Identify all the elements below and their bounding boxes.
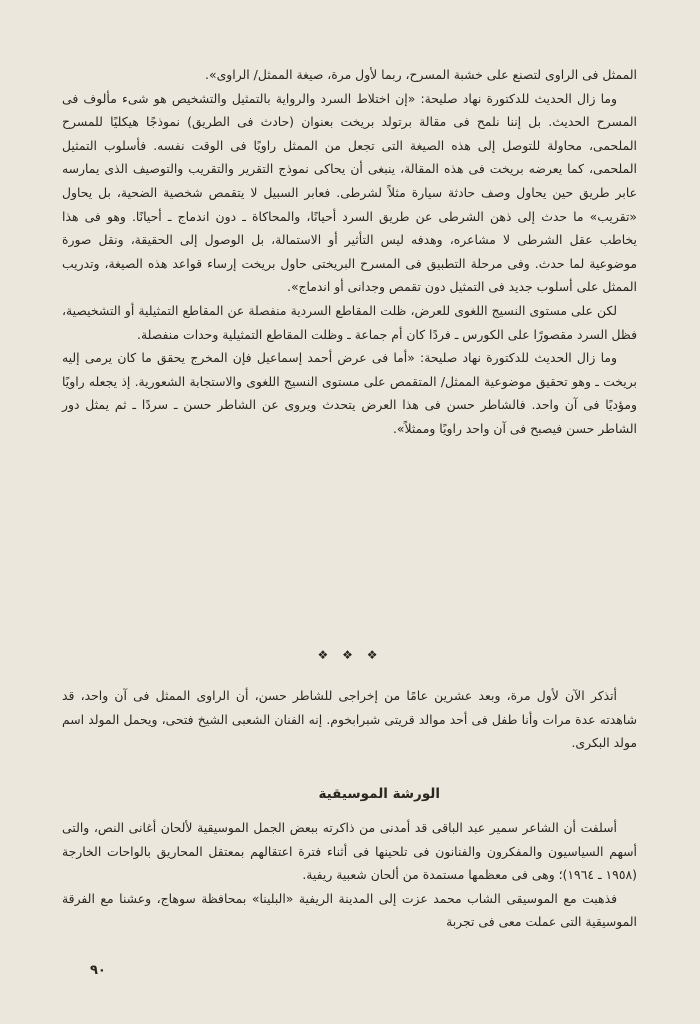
paragraph-continuation: الممثل فى الراوى لتصنع على خشبة المسرح، ربما لأول مرة، صيغة الممثل/ الراوى». <box>205 67 637 82</box>
paragraph-memory: أتذكر الآن لأول مرة، وبعد عشرين عامًا من إخراجى للشاطر حسن، أن الراوى الممثل فى آن واحد، قد شاهدته عدة مرات وأنا طفل فى أحد موالد قريتى شبرابخوم. إنه الفنان الشعبى الشيخ فتحى، ويحمل المولد اسم مولد البكرى. <box>62 688 637 751</box>
body-text-top <box>62 63 637 441</box>
paragraph-quote-salikha-1: وما زال الحديث للدكتورة نهاد صليحة: «إن اختلاط السرد والرواية بالتمثيل والتشخيص هو شىء مألوف فى المسرح الحديث. بل إننا نلمح فى مقالة برتولد بريخت بعنوان (حادث فى الطريق) نموذجًا هيكليًا للمسرح الملحمى، محاولة للتوصل إلى هذه الصيغة التى تجعل من الممثل راويًا فى الوقت نفسه. فأسلوب التمثيل الملحمى، كما يعرضه بريخت فى هذه المقالة، ينبغى أن يحاكى نموذج التقرير والتقريب والتوصيف الذى يمارسه عابر طريق حين يحاول وصف حادثة سيارة مثلاً لشرطى. فعابر السبيل لا يتقمص شخصية الضحية، بل يحاول «تقريب» ما حدث إلى ذهن الشرطى عن طريق السرد أحيانًا، والمحاكاة ـ دون اندماج ـ أحيانًا. وهو فى هذا يخاطب عقل الشرطى لا مشاعره، وهدفه ليس التأثير أو الاستمالة، بل الوصول إلى الحقيقة، ونقل صورة موضوعية لما حدث. وفى مرحلة التطبيق فى المسرح البريختى حاول بريخت إرساء قواعد هذه الصيغة، وتدريب الممثل على أسلوب جديد فى التمثيل دون تقمص وجدانى أو اندماج». <box>62 90 637 295</box>
paragraph-narrative-level: لكن على مستوى النسيج اللغوى للعرض، ظلت المقاطع السردية منفصلة عن المقاطع التمثيلية أو التشخيصية، فظل السرد مقصورًا على الكورس ـ فردًا كان أم جماعة ـ وظلت المقاطع التمثيلية وحدات منفصلة. <box>62 302 637 342</box>
body-text-middle <box>62 684 637 755</box>
paragraph-quote-salikha-2: وما زال الحديث للدكتورة نهاد صليحة: «أما فى عرض أحمد إسماعيل فإن المخرج يحقق ما كان يرمى إليه بريخت ـ وهو تحقيق موضوعية الممثل/ المتقمص على مستوى النسيج اللغوى والاستجابة الشعورية. إذ يجعله راويًا ومؤديًا فى آن واحد. فالشاطر حسن فى هذا العرض يتحدث ويروى عن الشاطر حسن ـ سردًا ـ ثم يمثل دور الشاطر حسن فيصبح فى آن واحد راويًا وممثلاً». <box>62 350 637 436</box>
paragraph-music-2: فذهبت مع الموسيقى الشاب محمد عزت إلى المدينة الريفية «البلينا» بمحافظة سوهاج، وعشنا مع الفرقة الموسيقية التى عملت معى فى تجربة <box>62 890 637 930</box>
body-text-bottom <box>62 816 637 934</box>
page-number: ٩٠ <box>90 963 106 978</box>
section-heading: الورشة الموسيقية <box>318 786 440 802</box>
paragraph-music-1: أسلفت أن الشاعر سمير عبد الباقى قد أمدنى من ذاكرته ببعض الجمل الموسيقية لألحان أغانى النص، والتى أسهم السياسيون والمفكرون والفنانون فى تلحينها فى أثناء فترة اعتقالهم بمعتقل المحاريق بالواحات الخارجة (١٩٥٨ ـ ١٩٦٤)؛ وهى فى معظمها مستمدة من ألحان شعبية ريفية. <box>62 820 637 883</box>
section-separator-ornament: ❖ ❖ ❖ <box>317 648 383 662</box>
